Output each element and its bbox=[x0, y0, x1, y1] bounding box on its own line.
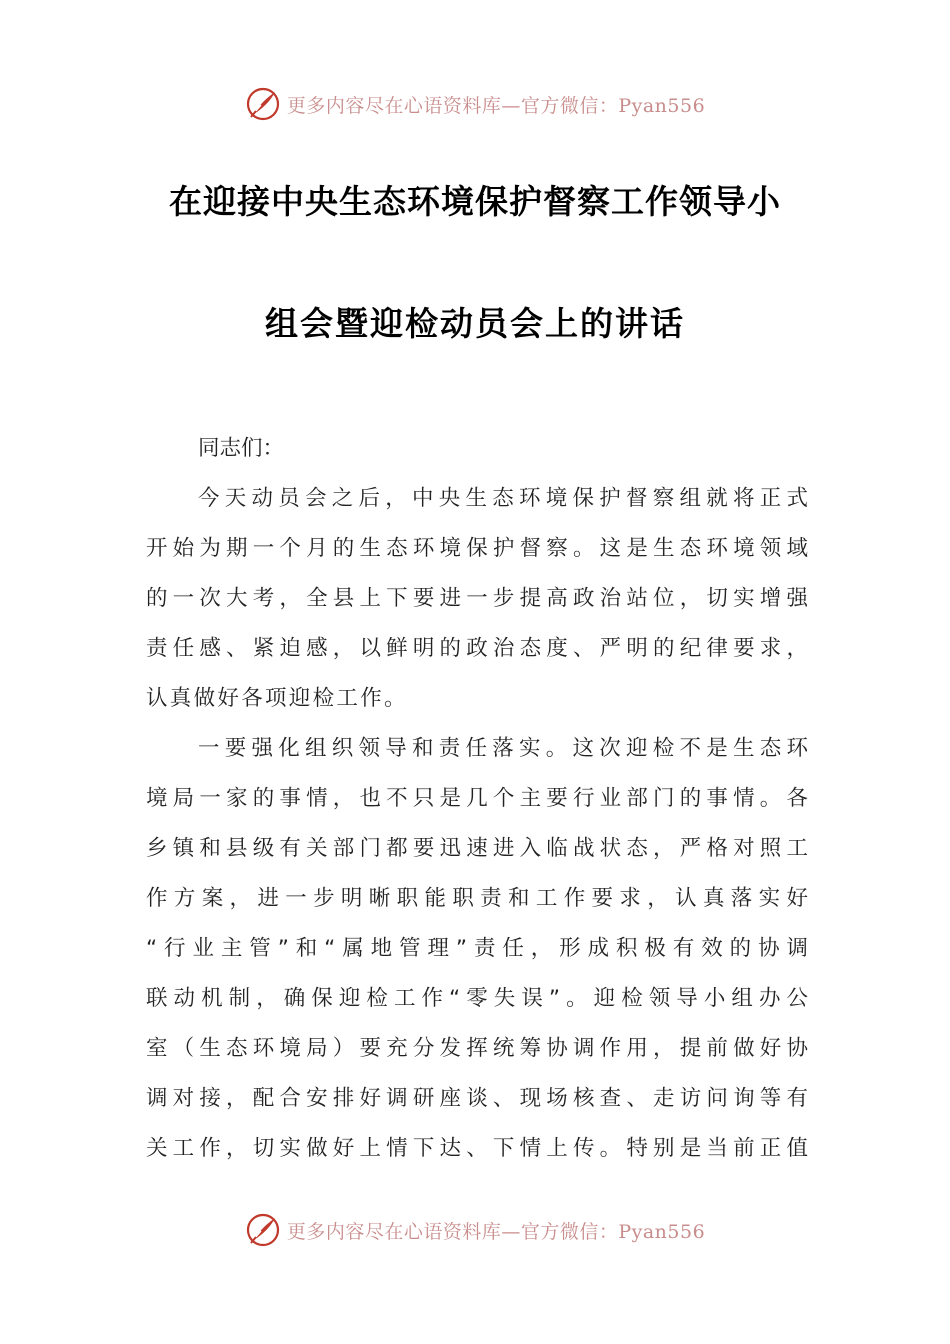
salutation: 同志们： bbox=[198, 436, 285, 461]
watermark-text: 更多内容尽在心语资料库—官方微信：Pyan556 bbox=[286, 1220, 706, 1243]
body-line: 认真做好各项迎检工作。 bbox=[146, 686, 408, 711]
body-line: 开始为期一个月的生态环境保护督察。这是生态环境领域 bbox=[146, 536, 808, 561]
body-line: 境局一家的事情，也不只是几个主要行业部门的事情。各 bbox=[146, 786, 808, 811]
quill-pen-logo-icon bbox=[245, 1212, 281, 1248]
body-line: “行业主管”和“属地管理”责任，形成积极有效的协调 bbox=[146, 936, 808, 961]
watermark-banner-bottom bbox=[0, 1208, 950, 1252]
body-line: 乡镇和县级有关部门都要迅速进入临战状态，严格对照工 bbox=[146, 836, 808, 861]
body-line: 联动机制，确保迎检工作“零失误”。迎检领导小组办公 bbox=[146, 986, 808, 1011]
body-line: 今天动员会之后，中央生态环境保护督察组就将正式 bbox=[198, 486, 808, 511]
document-title-line-2: 组会暨迎检动员会上的讲话 bbox=[265, 304, 685, 343]
body-line: 的一次大考，全县上下要进一步提高政治站位，切实增强 bbox=[146, 586, 808, 611]
body-line: 一要强化组织领导和责任落实。这次迎检不是生态环 bbox=[198, 736, 808, 761]
document-title-line-1: 在迎接中央生态环境保护督察工作领导小 bbox=[169, 182, 781, 221]
body-line: 调对接，配合安排好调研座谈、现场核查、走访问询等有 bbox=[146, 1086, 808, 1111]
watermark-banner-top bbox=[0, 82, 950, 126]
body-line: 责任感、紧迫感，以鲜明的政治态度、严明的纪律要求， bbox=[146, 636, 808, 661]
watermark-text: 更多内容尽在心语资料库—官方微信：Pyan556 bbox=[286, 94, 706, 117]
body-line: 作方案，进一步明晰职能职责和工作要求，认真落实好 bbox=[146, 886, 808, 911]
quill-pen-logo-icon bbox=[245, 86, 281, 122]
body-line: 室（生态环境局）要充分发挥统筹协调作用，提前做好协 bbox=[146, 1036, 808, 1061]
body-line: 关工作，切实做好上情下达、下情上传。特别是当前正值 bbox=[146, 1136, 808, 1161]
